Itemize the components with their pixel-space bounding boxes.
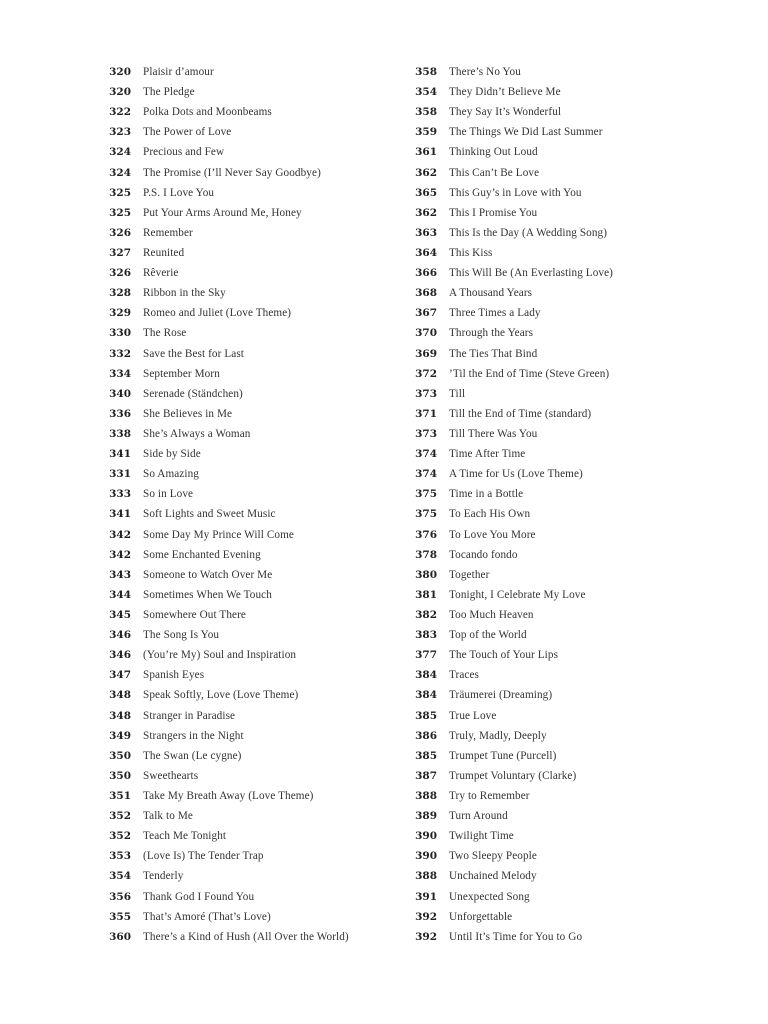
page-number: 367 [415, 307, 437, 320]
page-number: 386 [415, 729, 437, 742]
index-entry [104, 907, 424, 927]
index-entry [104, 746, 424, 766]
index-entry [104, 323, 424, 343]
song-title: Take My Breath Away (Love Theme) [143, 789, 314, 802]
page-number: 347 [109, 669, 131, 682]
song-title: Plaisir d’amour [143, 66, 214, 79]
song-title: Thinking Out Loud [449, 146, 538, 159]
song-title: Romeo and Juliet (Love Theme) [143, 307, 292, 320]
index-entry [104, 142, 424, 162]
page-number: 392 [415, 910, 437, 923]
page-number: 326 [109, 226, 131, 239]
page-number: 374 [415, 468, 437, 481]
index-entry [104, 866, 424, 886]
song-title: P.S. I Love You [143, 186, 215, 199]
song-title: So Amazing [143, 468, 200, 481]
page-number: 346 [109, 649, 131, 662]
song-title: Someone to Watch Over Me [143, 568, 273, 581]
song-title: Trumpet Tune (Purcell) [449, 749, 557, 762]
index-entry [410, 605, 730, 625]
page-number: 373 [415, 428, 437, 441]
song-title: This I Promise You [449, 206, 538, 219]
song-title: The Song Is You [143, 629, 220, 642]
page-number: 320 [109, 66, 131, 79]
song-title: Speak Softly, Love (Love Theme) [143, 689, 299, 702]
song-title: (Love Is) The Tender Trap [143, 850, 264, 863]
page-number: 378 [415, 548, 437, 561]
index-entry [410, 283, 730, 303]
page-number: 322 [109, 106, 131, 119]
index-entry [410, 746, 730, 766]
page-number: 343 [109, 568, 131, 581]
song-title: Time in a Bottle [449, 488, 524, 501]
page-number: 391 [415, 890, 437, 903]
page-number: 390 [415, 850, 437, 863]
page-number: 364 [415, 247, 437, 260]
page-number: 341 [109, 448, 131, 461]
song-title: There’s No You [449, 66, 521, 79]
index-entry [104, 183, 424, 203]
page-number: 320 [109, 86, 131, 99]
page-number: 380 [415, 568, 437, 581]
index-entry [410, 163, 730, 183]
index-entry [410, 645, 730, 665]
index-entry [104, 444, 424, 464]
index-entry [104, 585, 424, 605]
song-title: Some Day My Prince Will Come [143, 528, 294, 541]
song-title: They Didn’t Believe Me [449, 86, 561, 99]
page-number: 327 [109, 247, 131, 260]
page-number: 338 [109, 428, 131, 441]
page-number: 381 [415, 588, 437, 601]
song-title: Save the Best for Last [143, 347, 244, 360]
page-number: 328 [109, 287, 131, 300]
index-entry [410, 565, 730, 585]
song-title: Till the End of Time (standard) [449, 407, 592, 420]
index-entry [104, 726, 424, 746]
song-title: Soft Lights and Sweet Music [143, 508, 276, 521]
index-entry [104, 404, 424, 424]
index-entry [410, 846, 730, 866]
song-title: There’s a Kind of Hush (All Over the World) [143, 930, 349, 943]
page-number: 360 [109, 930, 131, 943]
song-title: This Will Be (An Everlasting Love) [449, 267, 613, 280]
song-title: Twilight Time [449, 830, 514, 843]
index-entry [410, 62, 730, 82]
page-number: 376 [415, 528, 437, 541]
song-title: To Each His Own [449, 508, 531, 521]
song-title: They Say It’s Wonderful [449, 106, 562, 119]
song-title: Try to Remember [449, 789, 530, 802]
index-entry [410, 726, 730, 746]
index-entry [104, 565, 424, 585]
song-title: Tonight, I Celebrate My Love [449, 588, 586, 601]
page-number: 392 [415, 930, 437, 943]
index-entry [104, 364, 424, 384]
song-title: She Believes in Me [143, 407, 233, 420]
song-title: Turn Around [449, 810, 508, 823]
index-entry [104, 464, 424, 484]
song-title: This Guy’s in Love with You [449, 186, 582, 199]
page-number: 342 [109, 548, 131, 561]
index-entry [410, 525, 730, 545]
song-title: That’s Amoré (That’s Love) [143, 910, 271, 923]
index-entry [104, 927, 424, 947]
index-entry [104, 886, 424, 906]
index-entry [410, 344, 730, 364]
index-entry [104, 122, 424, 142]
song-title: True Love [449, 709, 497, 722]
index-entry [104, 766, 424, 786]
page-number: 324 [109, 166, 131, 179]
song-title: Unchained Melody [449, 870, 537, 883]
song-title: Talk to Me [143, 810, 193, 823]
song-title: To Love You More [449, 528, 536, 541]
index-entry [410, 685, 730, 705]
song-title: Through the Years [449, 327, 534, 340]
page-number: 382 [415, 609, 437, 621]
page-number: 362 [415, 166, 437, 179]
song-title: (You’re My) Soul and Inspiration [143, 649, 297, 662]
song-title: Teach Me Tonight [143, 830, 227, 843]
page-number: 325 [109, 206, 131, 219]
song-title: Somewhere Out There [143, 609, 246, 621]
page-number: 345 [109, 609, 131, 621]
page-number: 371 [415, 407, 437, 420]
song-title: Side by Side [143, 448, 201, 461]
song-title: The Swan (Le cygne) [143, 749, 242, 762]
page-number: 366 [415, 267, 437, 280]
page-number: 331 [109, 468, 131, 481]
index-entry [410, 102, 730, 122]
index-entry [104, 62, 424, 82]
song-title: Time After Time [449, 448, 526, 461]
index-entry [410, 585, 730, 605]
song-title: Three Times a Lady [449, 307, 541, 320]
index-entry [104, 102, 424, 122]
page-number: 354 [415, 86, 437, 99]
song-title: This Can’t Be Love [449, 166, 540, 179]
page-number: 384 [415, 669, 437, 682]
index-entry [410, 464, 730, 484]
song-title: Tocando fondo [449, 548, 518, 561]
index-entry [410, 806, 730, 826]
page-number: 351 [109, 789, 131, 802]
index-entry [104, 303, 424, 323]
index-entry [410, 404, 730, 424]
page-number: 361 [415, 146, 437, 159]
song-title: Strangers in the Night [143, 729, 244, 742]
song-title: Spanish Eyes [143, 669, 205, 682]
page-number: 390 [415, 830, 437, 843]
index-column-right [410, 62, 730, 947]
index-entry [410, 665, 730, 685]
index-entry [104, 665, 424, 685]
page-number: 352 [109, 810, 131, 823]
index-entry [410, 927, 730, 947]
page-number: 325 [109, 186, 131, 199]
index-entry [410, 263, 730, 283]
page-number: 370 [415, 327, 437, 340]
index-entry [104, 82, 424, 102]
page-number: 350 [109, 769, 131, 782]
song-title: Some Enchanted Evening [143, 548, 261, 561]
page-number: 348 [109, 709, 131, 722]
song-title: So in Love [143, 488, 194, 501]
index-entry [410, 484, 730, 504]
page-number: 334 [109, 367, 131, 380]
page-number: 342 [109, 528, 131, 541]
index-entry [104, 203, 424, 223]
index-entry [410, 323, 730, 343]
index-entry [410, 183, 730, 203]
index-entry [410, 303, 730, 323]
page-number: 333 [109, 488, 131, 501]
song-title: Truly, Madly, Deeply [449, 729, 547, 742]
index-entry [410, 504, 730, 524]
song-title: Till There Was You [449, 428, 538, 441]
song-title: The Pledge [143, 86, 195, 99]
page-number: 368 [415, 287, 437, 300]
song-title: September Morn [143, 367, 220, 380]
song-title: A Time for Us (Love Theme) [449, 468, 583, 481]
song-title: Remember [143, 226, 193, 239]
page-number: 324 [109, 146, 131, 159]
index-entry [410, 203, 730, 223]
index-entry [104, 545, 424, 565]
song-title: Top of the World [449, 629, 527, 642]
index-entry [104, 243, 424, 263]
song-title: Traces [449, 669, 480, 682]
page-number: 362 [415, 206, 437, 219]
page-number: 388 [415, 789, 437, 802]
index-entry [104, 424, 424, 444]
index-entry [410, 545, 730, 565]
song-title: Ribbon in the Sky [143, 287, 226, 300]
song-title: Stranger in Paradise [143, 709, 236, 722]
song-title: Trumpet Voluntary (Clarke) [449, 769, 577, 782]
page-number: 323 [109, 126, 131, 139]
song-title: Sweethearts [143, 769, 199, 782]
index-entry [410, 122, 730, 142]
index-entry [410, 424, 730, 444]
index-entry [104, 263, 424, 283]
index-entry [410, 886, 730, 906]
index-entry [104, 344, 424, 364]
page-number: 358 [415, 106, 437, 119]
page-number: 373 [415, 387, 437, 400]
index-entry [104, 484, 424, 504]
song-title: The Ties That Bind [449, 347, 538, 360]
index-entry [104, 846, 424, 866]
index-entry [410, 364, 730, 384]
song-title: Too Much Heaven [449, 609, 534, 621]
page-number: 369 [415, 347, 437, 360]
page-number: 384 [415, 689, 437, 702]
index-entry [104, 806, 424, 826]
song-title: Unforgettable [449, 910, 513, 923]
index-entry [104, 605, 424, 625]
index-entry [410, 223, 730, 243]
song-title: Thank God I Found You [143, 890, 255, 903]
index-entry [410, 766, 730, 786]
song-title: This Kiss [449, 247, 493, 260]
song-title: Tenderly [143, 870, 184, 883]
page-number: 326 [109, 267, 131, 280]
song-title: Polka Dots and Moonbeams [143, 106, 272, 119]
song-title: The Touch of Your Lips [449, 649, 559, 662]
page-number: 359 [415, 126, 437, 139]
index-entry [410, 243, 730, 263]
song-title: Until It’s Time for You to Go [449, 930, 583, 943]
song-title: The Rose [143, 327, 187, 340]
song-title: Till [449, 387, 466, 400]
page-number: 358 [415, 66, 437, 79]
index-entry [410, 625, 730, 645]
page-number: 356 [109, 890, 131, 903]
song-title: Together [449, 568, 490, 581]
index-column-left [104, 62, 424, 947]
page-number: 388 [415, 870, 437, 883]
page-number: 349 [109, 729, 131, 742]
page-number: 389 [415, 810, 437, 823]
page-number: 363 [415, 226, 437, 239]
song-title: This Is the Day (A Wedding Song) [449, 226, 608, 239]
index-entry [410, 786, 730, 806]
page-number: 344 [109, 588, 131, 601]
page-number: 385 [415, 709, 437, 722]
song-title: The Things We Did Last Summer [449, 126, 603, 139]
song-title: Serenade (Ständchen) [143, 387, 243, 400]
page-number: 377 [415, 649, 437, 662]
page-number: 375 [415, 488, 437, 501]
page-number: 332 [109, 347, 131, 360]
page-number: 365 [415, 186, 437, 199]
page-number: 348 [109, 689, 131, 702]
song-title: A Thousand Years [449, 287, 533, 300]
page-number: 375 [415, 508, 437, 521]
song-title: Sometimes When We Touch [143, 588, 272, 601]
song-title: Träumerei (Dreaming) [449, 689, 553, 702]
page-number: 383 [415, 629, 437, 642]
index-entry [104, 504, 424, 524]
page-number: 329 [109, 307, 131, 320]
page-number: 330 [109, 327, 131, 340]
page-number: 354 [109, 870, 131, 883]
song-title: Precious and Few [143, 146, 225, 159]
song-title: She’s Always a Woman [143, 428, 251, 441]
song-title: Put Your Arms Around Me, Honey [143, 206, 302, 219]
page-number: 374 [415, 448, 437, 461]
page-number: 346 [109, 629, 131, 642]
song-title: Reunited [143, 247, 185, 260]
page-number: 385 [415, 749, 437, 762]
index-entry [410, 826, 730, 846]
index-entry [104, 384, 424, 404]
index-entry [410, 384, 730, 404]
page-number: 350 [109, 749, 131, 762]
index-entry [410, 142, 730, 162]
index-entry [104, 826, 424, 846]
page-number: 355 [109, 910, 131, 923]
index-entry [410, 706, 730, 726]
index-entry [104, 685, 424, 705]
index-entry [410, 82, 730, 102]
index-entry [104, 625, 424, 645]
index-entry [410, 866, 730, 886]
song-title: The Power of Love [143, 126, 232, 139]
index-entry [104, 525, 424, 545]
index-entry [104, 786, 424, 806]
song-title: Unexpected Song [449, 890, 530, 903]
song-title: ’Til the End of Time (Steve Green) [449, 367, 610, 380]
index-entry [104, 283, 424, 303]
page-number: 353 [109, 850, 131, 863]
index-entry [104, 163, 424, 183]
page-number: 341 [109, 508, 131, 521]
page-number: 340 [109, 387, 131, 400]
index-entry [104, 223, 424, 243]
song-title: Rêverie [143, 267, 179, 280]
index-entry [410, 444, 730, 464]
song-title: The Promise (I’ll Never Say Goodbye) [143, 166, 321, 179]
page-number: 387 [415, 769, 437, 782]
page-number: 372 [415, 367, 437, 380]
page-number: 336 [109, 407, 131, 420]
index-entry [104, 645, 424, 665]
page-number: 352 [109, 830, 131, 843]
index-entry [104, 706, 424, 726]
song-title: Two Sleepy People [449, 850, 537, 863]
index-entry [410, 907, 730, 927]
